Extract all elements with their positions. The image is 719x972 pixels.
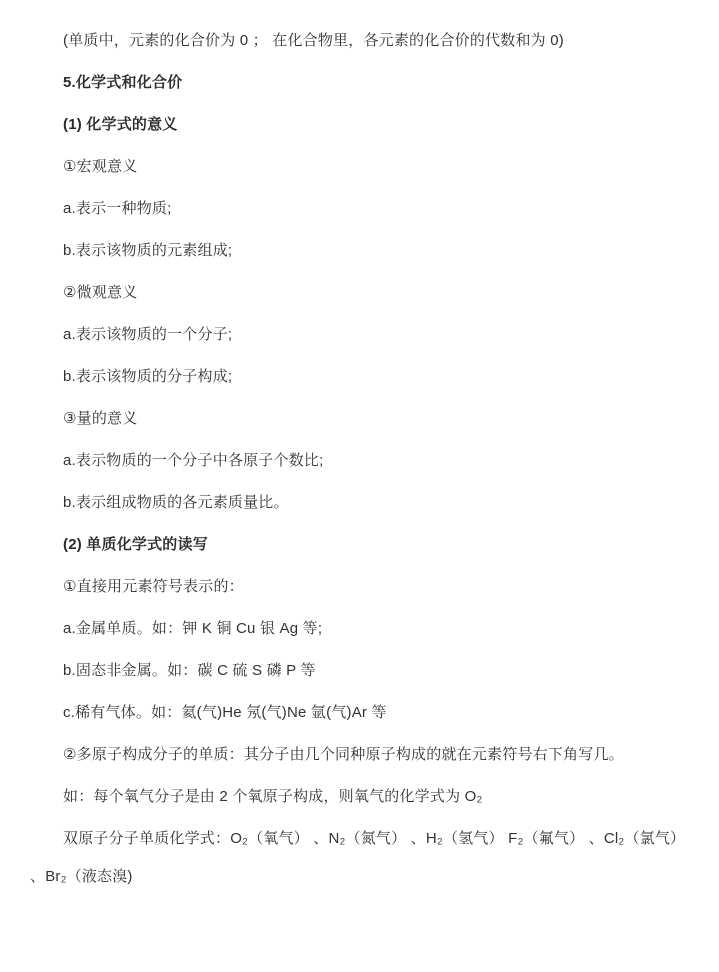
paragraph: b.表示该物质的元素组成; xyxy=(63,242,233,259)
paragraph: ①宏观意义 xyxy=(63,158,138,175)
paragraph: ③量的意义 xyxy=(63,410,138,427)
section-heading: 5.化学式和化合价 xyxy=(63,74,183,91)
paragraph: a.金属单质。如：钾 K 铜 Cu 银 Ag 等; xyxy=(63,620,323,637)
paragraph: ②微观意义 xyxy=(63,284,138,301)
paragraph: 如：每个氧气分子是由 2 个氧原子构成，则氧气的化学式为 O₂ xyxy=(63,788,483,805)
document-content xyxy=(30,22,695,896)
paragraph: c.稀有气体。如：氦(气)He 氖(气)Ne 氩(气)Ar 等 xyxy=(63,704,387,721)
paragraph: a.表示物质的一个分子中各原子个数比; xyxy=(63,452,324,469)
section-heading: (1) 化学式的意义 xyxy=(63,116,178,133)
paragraph: 双原子分子单质化学式：O₂（氧气） 、N₂（氮气） 、H₂（氢气） F₂（氟气） 、Cl₂（氯气） 、Br₂（液态溴) xyxy=(30,830,686,885)
paragraph: a.表示一种物质; xyxy=(63,200,172,217)
paragraph: b.表示该物质的分子构成; xyxy=(63,368,233,385)
section-heading: (2) 单质化学式的读写 xyxy=(63,536,208,553)
paragraph: (单质中，元素的化合价为 0 ； 在化合物里，各元素的化合价的代数和为 0) xyxy=(63,32,564,49)
paragraph: ②多原子构成分子的单质：其分子由几个同种原子构成的就在元素符号右下角写几。 xyxy=(63,746,624,763)
paragraph: ①直接用元素符号表示的： xyxy=(63,578,244,595)
paragraph: b.表示组成物质的各元素质量比。 xyxy=(63,494,289,511)
paragraph: a.表示该物质的一个分子; xyxy=(63,326,233,343)
paragraph: b.固态非金属。如：碳 C 硫 S 磷 P 等 xyxy=(63,662,316,679)
